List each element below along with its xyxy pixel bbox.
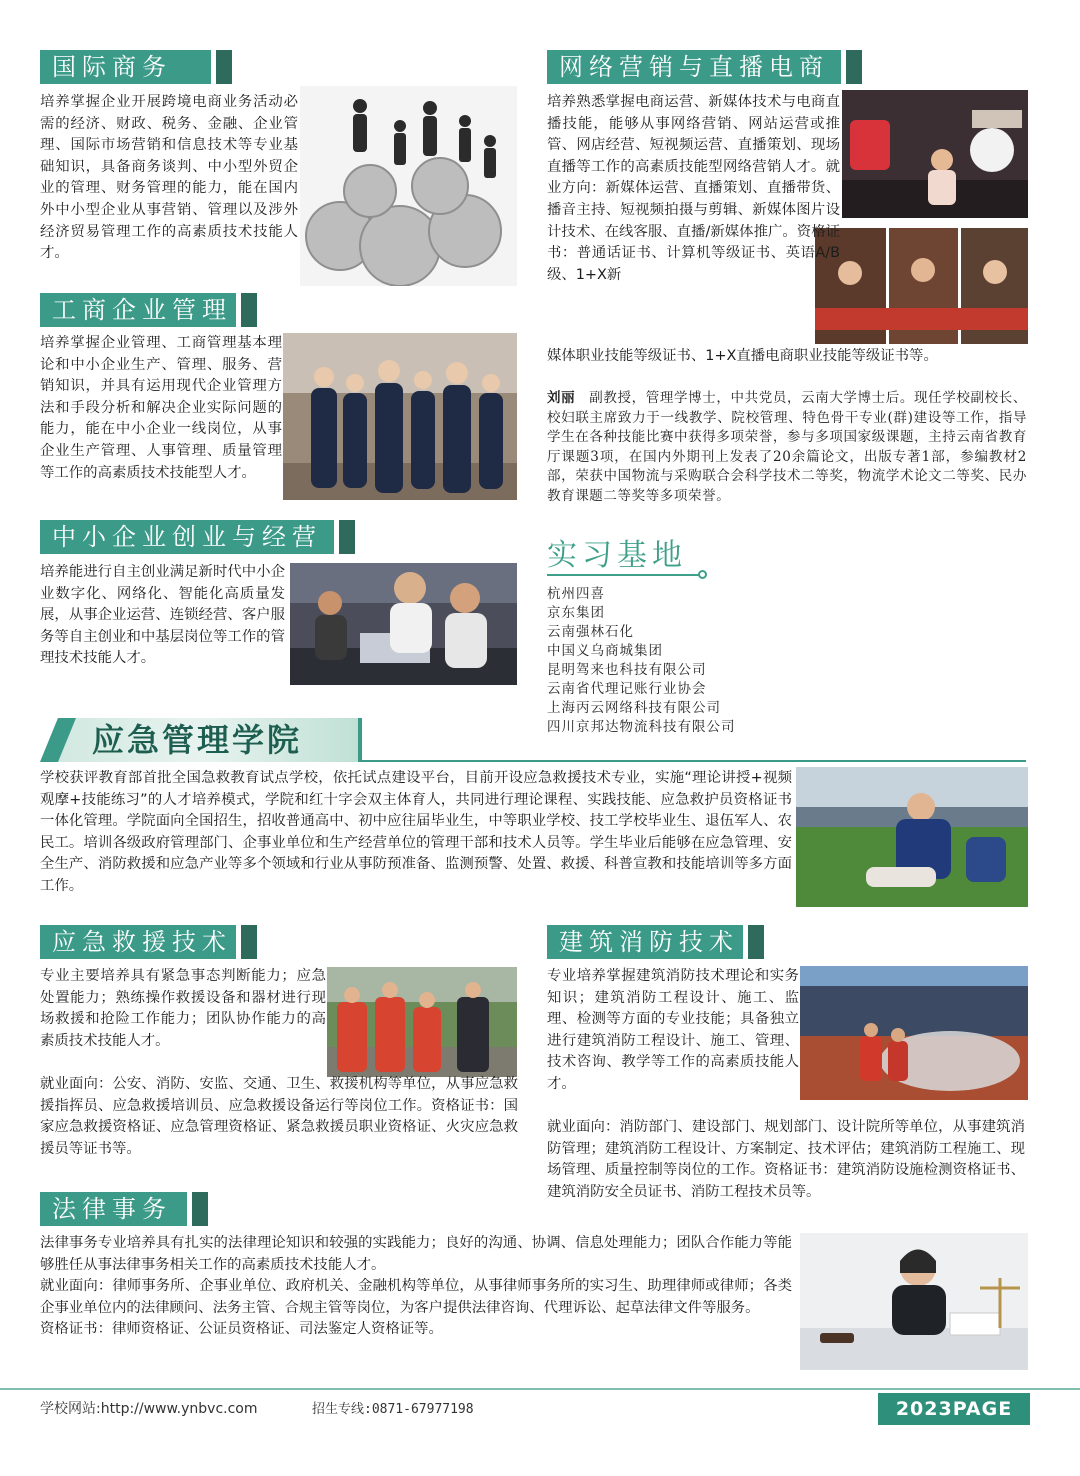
business-people-image: [300, 86, 517, 286]
page-number-badge: 2023PAGE 08: [878, 1393, 1030, 1425]
livestream-hosts-image: [815, 228, 1028, 344]
law-text: [40, 1233, 792, 1341]
college-title: 应急管理学院: [92, 721, 303, 759]
law-paragraph-1: 法律事务专业培养具有扎实的法律理论知识和较强的实践能力；良好的沟通、协调、信息处理能力；团队合作能力等能够胜任从事法律事务相关工作的高素质技术技能人才。: [40, 1235, 792, 1273]
business-team-image: [283, 333, 517, 500]
practice-title: 实习基地: [547, 538, 687, 573]
intl-business-text: 培养掌握企业开展跨境电商业务活动必需的经济、财政、税务、金融、企业管理、国际市场营销和信息技术等专业基础知识，具备商务谈判、中小型外贸企业的管理、财务管理的能力，能在国内外中小型企业从事营销、管理以及涉外经济贸易管理工作的高素质技术技能人才。: [40, 94, 298, 262]
business-admin-text: 培养掌握企业管理、工商管理基本理论和中小企业生产、管理、服务、营销知识，并具有运用现代企业管理方法和手段分析和解决企业实际问题的能力，能在中小企业一线岗位，从事企业生产管理、人事管理、质量管理等工作的高素质技术技能型人才。: [40, 335, 282, 481]
heading-fire: [547, 925, 764, 959]
footer-divider: [0, 1388, 1080, 1390]
list-item: 京东集团: [547, 605, 605, 621]
fire-text-top: 专业培养掌握建筑消防技术理论和实务知识；建筑消防工程设计、施工、监理、检测等方面的专业技能；具备独立进行建筑消防工程设计、施工、管理、技术咨询、教学等工作的高素质技能人才。: [547, 968, 799, 1092]
rescue-team-image: [327, 967, 517, 1077]
heading-intl-business: [40, 50, 232, 84]
college-intro: 学校获评教育部首批全国急救教育试点学校，依托试点建设平台，目前开设应急救援技术专业，实施“理论讲授+视频观摩+技能练习”的人才培养模式，学院和红十字会双主体育人，共同进行理论课程、实践技能、应急救护员资格证书一体化管理。学院面向全国招生，招收普通高中、初中应往届毕业生，中等职业学校、技工学校毕业生、退伍军人、农民工。培训各级政府管理部门、企事业单位和生产经营单位的管理干部和技术人员等。学生毕业后能够在应急管理、安全生产、消防救援和应急产业等多个领域和行业从事防预准备、监测预警、处置、救援、科普宣教和技能培训等多方面工作。: [40, 770, 792, 894]
list-item: 昆明驾来也科技有限公司: [547, 662, 707, 678]
list-item: 中国义乌商城集团: [547, 643, 663, 659]
first-aid-training-image: [796, 767, 1028, 907]
ecommerce-text-top: [547, 92, 840, 286]
ecommerce-text-wrap: 培养熟悉掌握电商运营、新媒体技术与电商直播技能，能够从事网络营销、网站运营或推管、网店经营、短视频运营、直播策划、现场直播等工作的高素质技能型网络营销人才。就业方向：新媒体运营、直播策划、直播带货、播音主持、短视频拍摄与剪辑、新媒体图片设计技术、在线客服、直播/新媒体推广。资格证书：普通话证书、计算机等级证书、英语A/B级、1+X新: [547, 94, 840, 283]
college-banner: [40, 718, 1026, 762]
heading-label: 国际商务: [40, 50, 211, 84]
practice-list: [547, 585, 736, 737]
footer-hotline: 招生专线:0871-67977198: [312, 1402, 474, 1417]
heading-label: 建筑消防技术: [547, 925, 743, 959]
heading-label: 工商企业管理: [40, 293, 236, 327]
practice-underline-dot: [698, 570, 707, 579]
footer-website: 学校网站:http://www.ynbvc.com: [40, 1401, 258, 1417]
heading-law: [40, 1192, 208, 1226]
list-item: 杭州四喜: [547, 586, 605, 602]
practice-underline: [547, 574, 702, 576]
heading-label: 中小企业创业与经营: [40, 520, 334, 554]
law-paragraph-2: 就业面向：律师事务所、企事业单位、政府机关、金融机构等单位，从事律师事务所的实习生、助理律师或律师；各类企事业单位内的法律顾问、法务主管、合规主管等岗位，为客户提供法律咨询、代理诉讼、起草法律文件等服务。: [40, 1278, 792, 1316]
heading-business-admin: [40, 293, 257, 327]
heading-ecommerce: [547, 50, 862, 84]
college-divider: [360, 760, 1026, 762]
list-item: 上海丙云网络科技有限公司: [547, 700, 721, 716]
teacher-name: 刘丽: [547, 390, 576, 406]
students-laptop-image: [290, 563, 517, 685]
livestream-studio-image: [842, 90, 1028, 218]
rescue-text-bottom: 就业面向：公安、消防、安监、交通、卫生、救援机构等单位，从事应急救援指挥员、应急救援培训员、应急救援设备运行等岗位工作。资格证书：国家应急救援资格证、应急管理资格证、紧急救援员职业资格证、火灾应急救援员等证书等。: [40, 1076, 518, 1157]
sme-startup-text: 培养能进行自主创业满足新时代中小企业数字化、网络化、智能化高质量发展，从事企业运营、连锁经营、客户服务等自主创业和中基层岗位等工作的管理技术技能人才。: [40, 564, 285, 667]
lawyer-office-image: [800, 1233, 1028, 1370]
law-paragraph-3: 资格证书：律师资格证、公证员资格证、司法鉴定人资格证等。: [40, 1321, 443, 1338]
ecommerce-text-bottom: 媒体职业技能等级证书、1+X直播电商职业技能等级证书等。: [547, 348, 938, 364]
list-item: 云南强林石化: [547, 624, 634, 640]
heading-sme-startup: [40, 520, 355, 554]
heading-label: 网络营销与直播电商: [547, 50, 841, 84]
rescue-text-top: 专业主要培养具有紧急事态判断能力；应急处置能力；熟练操作救援设备和器材进行现场救援和抢险工作能力；团队协作能力的高素质技术技能人才。: [40, 968, 326, 1049]
heading-label: 应急救援技术: [40, 925, 236, 959]
teacher-description: 副教授，管理学博士，中共党员，云南大学博士后。现任学校副校长、校妇联主席致力于一线教学、院校管理、特色骨干专业(群)建设等工作，指导学生在各种技能比赛中获得多项荣誉，参与多项国家级课题，主持云南省教育厅课题3项，在国内外期刊上发表了20余篇论文，出版专著1部，参编教材2部，荣获中国物流与采购联合会科学技术二等奖，物流学术论文二等奖、民办教育课题二等奖等多项荣誉。: [547, 390, 1027, 504]
fire-text-bottom: 就业面向：消防部门、建设部门、规划部门、设计院所等单位，从事建筑消防管理；建筑消防工程设计、方案制定、技术评估；建筑消防工程施工、现场管理、质量控制等岗位的工作。资格证书：建筑消防设施检测资格证书、建筑消防安全员证书、消防工程技术员等。: [547, 1119, 1025, 1200]
heading-rescue: [40, 925, 257, 959]
list-item: 云南省代理记账行业协会: [547, 681, 707, 697]
list-item: 四川京邦达物流科技有限公司: [547, 719, 736, 735]
teacher-bio: [547, 389, 1027, 507]
fire-drill-image: [800, 966, 1028, 1100]
heading-label: 法律事务: [40, 1192, 187, 1226]
